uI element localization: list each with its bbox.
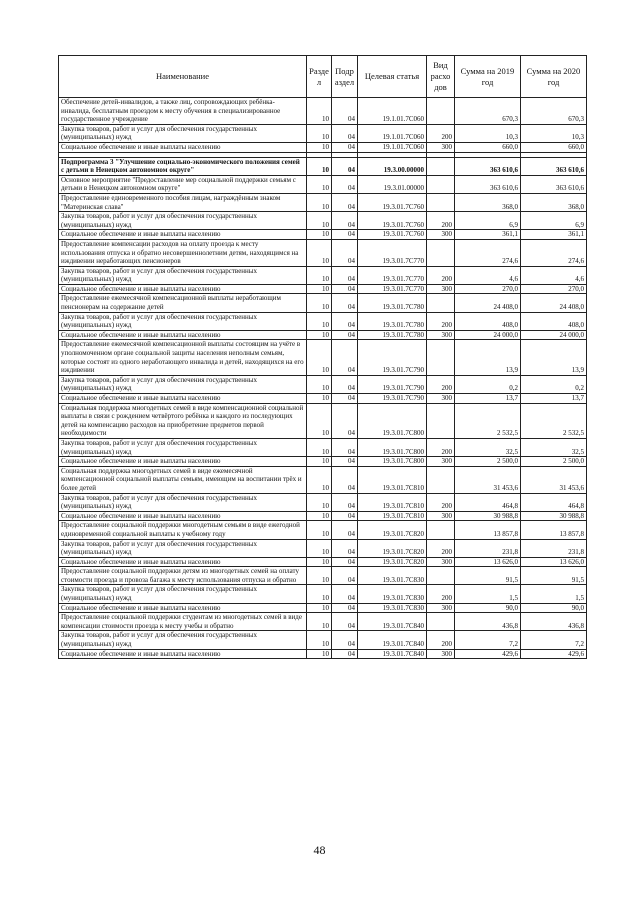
row-target-article: 19.3.01.7С810 xyxy=(358,493,427,511)
row-expense-type: 200 xyxy=(427,212,455,230)
table-row xyxy=(59,649,587,659)
row-subsection: 04 xyxy=(332,175,358,193)
table-row xyxy=(59,212,587,230)
row-sum-2019: 32,5 xyxy=(455,438,521,456)
row-target-article: 19.3.01.7С760 xyxy=(358,212,427,230)
row-section: 10 xyxy=(307,312,332,330)
table-row xyxy=(59,511,587,521)
row-name: Предоставление социальной поддержки многодетным семьям в виде ежегодной единовременной социальной выплаты к учебному году xyxy=(59,521,307,539)
row-target-article: 19.3.01.7С800 xyxy=(358,403,427,438)
row-target-article: 19.3.01.7С800 xyxy=(358,457,427,467)
row-target-article: 19.3.01.7С820 xyxy=(358,539,427,557)
row-sum-2019: 270,0 xyxy=(455,284,521,294)
row-section: 10 xyxy=(307,557,332,567)
header-target-article: Целевая статья xyxy=(358,56,427,98)
row-name: Предоставление ежемесячной компенсационной выплаты состоящим на учёте в уполномоченном органе социальной защиты населения неполным семьям, которые состоят из одного неработающего инвалида и детей, находящихся на его иждивении xyxy=(59,340,307,375)
row-target-article: 19.3.01.7С830 xyxy=(358,567,427,585)
row-subsection: 04 xyxy=(332,649,358,659)
row-name: Предоставление компенсации расходов на оплату проезда к месту использования отпуска и обратно несовершеннолетним детям, находящимся на иждивении неработающих пенсионеров xyxy=(59,239,307,266)
row-sum-2020: 1,5 xyxy=(521,585,587,603)
row-sum-2019: 10,3 xyxy=(455,124,521,142)
row-sum-2020: 408,0 xyxy=(521,312,587,330)
row-sum-2020: 4,6 xyxy=(521,266,587,284)
row-section: 10 xyxy=(307,493,332,511)
budget-table xyxy=(58,55,587,659)
row-sum-2019: 31 453,6 xyxy=(455,466,521,493)
table-row xyxy=(59,603,587,613)
row-sum-2019: 408,0 xyxy=(455,312,521,330)
row-target-article: 19.3.01.7С770 xyxy=(358,284,427,294)
row-sum-2019: 91,5 xyxy=(455,567,521,585)
row-section: 10 xyxy=(307,175,332,193)
row-section: 10 xyxy=(307,294,332,312)
row-subsection: 04 xyxy=(332,330,358,340)
row-name: Социальная поддержка многодетных семей в виде ежемесячной компенсационной социальной выплаты семьям, имеющим на воспитании трёх и более детей xyxy=(59,466,307,493)
row-subsection: 04 xyxy=(332,230,358,240)
row-subsection: 04 xyxy=(332,403,358,438)
row-name: Обеспечение детей-инвалидов, а также лиц, сопровождающих ребёнка-инвалида, бесплатным проездом к месту обучения в специализированное государственное учреждение xyxy=(59,98,307,125)
row-section: 10 xyxy=(307,521,332,539)
row-target-article: 19.3.01.7С840 xyxy=(358,613,427,631)
row-sum-2020: 6,9 xyxy=(521,212,587,230)
row-target-article: 19.3.01.7С810 xyxy=(358,511,427,521)
row-subsection: 04 xyxy=(332,631,358,649)
table-row xyxy=(59,157,587,175)
row-sum-2019: 660,0 xyxy=(455,142,521,152)
row-sum-2019: 429,6 xyxy=(455,649,521,659)
row-target-article: 19.1.01.7С060 xyxy=(358,124,427,142)
row-subsection: 04 xyxy=(332,613,358,631)
row-sum-2020: 24 408,0 xyxy=(521,294,587,312)
row-subsection: 04 xyxy=(332,239,358,266)
row-section: 10 xyxy=(307,466,332,493)
row-section: 10 xyxy=(307,603,332,613)
row-sum-2019: 231,8 xyxy=(455,539,521,557)
row-name: Социальное обеспечение и иные выплаты населению xyxy=(59,457,307,467)
row-sum-2020: 13 857,8 xyxy=(521,521,587,539)
row-sum-2019: 464,8 xyxy=(455,493,521,511)
row-subsection: 04 xyxy=(332,394,358,404)
row-sum-2020: 7,2 xyxy=(521,631,587,649)
row-sum-2020: 274,6 xyxy=(521,239,587,266)
row-name: Закупка товаров, работ и услуг для обеспечения государственных (муниципальных) нужд xyxy=(59,124,307,142)
row-sum-2020: 231,8 xyxy=(521,539,587,557)
row-section: 10 xyxy=(307,511,332,521)
row-target-article: 19.3.01.7С790 xyxy=(358,375,427,393)
row-sum-2019: 4,6 xyxy=(455,266,521,284)
header-sum-2019: Сумма на 2019 год xyxy=(455,56,521,98)
row-subsection: 04 xyxy=(332,521,358,539)
table-row xyxy=(59,466,587,493)
table-row xyxy=(59,585,587,603)
row-section: 10 xyxy=(307,239,332,266)
row-expense-type xyxy=(427,466,455,493)
table-row xyxy=(59,493,587,511)
row-subsection: 04 xyxy=(332,539,358,557)
row-name: Социальная поддержка многодетных семей в виде компенсационной социальной выплаты в связи с рождением четвёртого ребёнка и каждого из последующих детей на компенсацию расходов на приобретение предметов первой необходимости xyxy=(59,403,307,438)
row-sum-2020: 24 000,0 xyxy=(521,330,587,340)
table-row xyxy=(59,284,587,294)
row-section: 10 xyxy=(307,157,332,175)
row-target-article: 19.1.01.7С060 xyxy=(358,142,427,152)
row-name: Предоставление единовременного пособия лицам, награждённым знаком "Материнская слава" xyxy=(59,193,307,211)
row-expense-type: 200 xyxy=(427,266,455,284)
row-expense-type: 300 xyxy=(427,457,455,467)
header-subsection: Подр аздел xyxy=(332,56,358,98)
row-subsection: 04 xyxy=(332,511,358,521)
row-section: 10 xyxy=(307,230,332,240)
row-expense-type xyxy=(427,157,455,175)
row-name: Социальное обеспечение и иные выплаты населению xyxy=(59,142,307,152)
row-target-article: 19.3.01.00000 xyxy=(358,175,427,193)
row-target-article: 19.1.01.7С060 xyxy=(358,98,427,125)
row-section: 10 xyxy=(307,212,332,230)
row-expense-type: 300 xyxy=(427,394,455,404)
row-expense-type: 200 xyxy=(427,493,455,511)
header-sum-2020: Сумма на 2020 год xyxy=(521,56,587,98)
row-subsection: 04 xyxy=(332,603,358,613)
row-target-article: 19.3.01.7С830 xyxy=(358,585,427,603)
row-sum-2020: 2 500,0 xyxy=(521,457,587,467)
row-target-article: 19.3.01.7С800 xyxy=(358,438,427,456)
row-sum-2020: 2 532,5 xyxy=(521,403,587,438)
row-subsection: 04 xyxy=(332,438,358,456)
row-section: 10 xyxy=(307,613,332,631)
table-row xyxy=(59,403,587,438)
row-name: Закупка товаров, работ и услуг для обеспечения государственных (муниципальных) нужд xyxy=(59,375,307,393)
row-subsection: 04 xyxy=(332,457,358,467)
row-target-article: 19.3.01.7С770 xyxy=(358,239,427,266)
row-section: 10 xyxy=(307,403,332,438)
row-sum-2019: 90,0 xyxy=(455,603,521,613)
row-sum-2020: 270,0 xyxy=(521,284,587,294)
row-expense-type: 300 xyxy=(427,511,455,521)
table-row xyxy=(59,613,587,631)
row-section: 10 xyxy=(307,330,332,340)
row-subsection: 04 xyxy=(332,466,358,493)
row-sum-2020: 660,0 xyxy=(521,142,587,152)
row-target-article: 19.3.01.7С790 xyxy=(358,340,427,375)
row-name: Социальное обеспечение и иные выплаты населению xyxy=(59,603,307,613)
row-target-article: 19.3.01.7С840 xyxy=(358,649,427,659)
row-name: Закупка товаров, работ и услуг для обеспечения государственных (муниципальных) нужд xyxy=(59,266,307,284)
header-section: Разде л xyxy=(307,56,332,98)
row-sum-2019: 24 408,0 xyxy=(455,294,521,312)
row-target-article: 19.3.01.7С830 xyxy=(358,603,427,613)
table-row xyxy=(59,567,587,585)
row-name: Закупка товаров, работ и услуг для обеспечения государственных (муниципальных) нужд xyxy=(59,312,307,330)
row-subsection: 04 xyxy=(332,375,358,393)
row-expense-type xyxy=(427,403,455,438)
table-row xyxy=(59,312,587,330)
row-sum-2019: 13,7 xyxy=(455,394,521,404)
row-target-article: 19.3.01.7С770 xyxy=(358,266,427,284)
row-expense-type xyxy=(427,98,455,125)
row-sum-2019: 13 626,0 xyxy=(455,557,521,567)
row-section: 10 xyxy=(307,142,332,152)
row-sum-2019: 670,3 xyxy=(455,98,521,125)
row-sum-2020: 436,8 xyxy=(521,613,587,631)
row-subsection: 04 xyxy=(332,212,358,230)
row-sum-2019: 1,5 xyxy=(455,585,521,603)
table-header-row xyxy=(59,56,587,98)
row-expense-type xyxy=(427,521,455,539)
row-subsection: 04 xyxy=(332,493,358,511)
row-sum-2020: 13 626,0 xyxy=(521,557,587,567)
row-subsection: 04 xyxy=(332,157,358,175)
table-row xyxy=(59,239,587,266)
row-name: Социальное обеспечение и иные выплаты населению xyxy=(59,394,307,404)
row-sum-2019: 274,6 xyxy=(455,239,521,266)
table-row xyxy=(59,375,587,393)
row-target-article: 19.3.00.00000 xyxy=(358,157,427,175)
row-section: 10 xyxy=(307,631,332,649)
row-target-article: 19.3.01.7С820 xyxy=(358,557,427,567)
row-sum-2019: 0,2 xyxy=(455,375,521,393)
row-subsection: 04 xyxy=(332,193,358,211)
row-name: Предоставление социальной поддержки детям из многодетных семей на оплату стоимости проезда и провоза багажа к месту использования отпуска и обратно xyxy=(59,567,307,585)
row-expense-type xyxy=(427,294,455,312)
row-expense-type: 300 xyxy=(427,603,455,613)
row-name: Закупка товаров, работ и услуг для обеспечения государственных (муниципальных) нужд xyxy=(59,212,307,230)
table-row xyxy=(59,124,587,142)
page-number: 48 xyxy=(313,843,326,857)
row-expense-type xyxy=(427,175,455,193)
row-section: 10 xyxy=(307,649,332,659)
table-row xyxy=(59,294,587,312)
row-target-article: 19.3.01.7С790 xyxy=(358,394,427,404)
row-target-article: 19.3.01.7С780 xyxy=(358,330,427,340)
row-section: 10 xyxy=(307,98,332,125)
row-sum-2019: 30 988,8 xyxy=(455,511,521,521)
row-sum-2020: 368,0 xyxy=(521,193,587,211)
row-name: Подпрограмма 3 "Улучшение социально-экономического положения семей с детьми в Ненецком автономном округе" xyxy=(59,157,307,175)
row-subsection: 04 xyxy=(332,340,358,375)
row-sum-2020: 361,1 xyxy=(521,230,587,240)
table-row xyxy=(59,230,587,240)
row-expense-type: 200 xyxy=(427,539,455,557)
row-sum-2020: 13,9 xyxy=(521,340,587,375)
row-sum-2020: 13,7 xyxy=(521,394,587,404)
row-sum-2019: 6,9 xyxy=(455,212,521,230)
row-name: Предоставление ежемесячной компенсационной выплаты неработающим пенсионерам на содержание детей xyxy=(59,294,307,312)
row-name: Социальное обеспечение и иные выплаты населению xyxy=(59,649,307,659)
row-sum-2020: 32,5 xyxy=(521,438,587,456)
row-sum-2020: 31 453,6 xyxy=(521,466,587,493)
row-subsection: 04 xyxy=(332,98,358,125)
row-sum-2019: 2 532,5 xyxy=(455,403,521,438)
row-target-article: 19.3.01.7С780 xyxy=(358,294,427,312)
row-subsection: 04 xyxy=(332,266,358,284)
row-section: 10 xyxy=(307,284,332,294)
row-sum-2019: 13 857,8 xyxy=(455,521,521,539)
row-section: 10 xyxy=(307,457,332,467)
row-name: Социальное обеспечение и иные выплаты населению xyxy=(59,330,307,340)
row-target-article: 19.3.01.7С810 xyxy=(358,466,427,493)
row-subsection: 04 xyxy=(332,124,358,142)
row-name: Социальное обеспечение и иные выплаты населению xyxy=(59,557,307,567)
row-sum-2019: 13,9 xyxy=(455,340,521,375)
row-sum-2020: 90,0 xyxy=(521,603,587,613)
row-sum-2020: 670,3 xyxy=(521,98,587,125)
row-subsection: 04 xyxy=(332,585,358,603)
table-row xyxy=(59,266,587,284)
row-sum-2020: 91,5 xyxy=(521,567,587,585)
table-row xyxy=(59,330,587,340)
row-sum-2019: 368,0 xyxy=(455,193,521,211)
table-row xyxy=(59,394,587,404)
row-section: 10 xyxy=(307,567,332,585)
row-sum-2019: 363 610,6 xyxy=(455,157,521,175)
row-sum-2019: 361,1 xyxy=(455,230,521,240)
row-expense-type: 200 xyxy=(427,375,455,393)
row-expense-type: 300 xyxy=(427,330,455,340)
row-name: Социальное обеспечение и иные выплаты населению xyxy=(59,284,307,294)
row-name: Социальное обеспечение и иные выплаты населению xyxy=(59,511,307,521)
row-sum-2019: 2 500,0 xyxy=(455,457,521,467)
row-sum-2020: 0,2 xyxy=(521,375,587,393)
row-expense-type: 200 xyxy=(427,438,455,456)
row-section: 10 xyxy=(307,585,332,603)
table-row xyxy=(59,98,587,125)
row-expense-type: 300 xyxy=(427,649,455,659)
row-name: Основное мероприятие "Предоставление мер социальной поддержки семьям с детьми в Ненецком автономном округе" xyxy=(59,175,307,193)
row-expense-type: 200 xyxy=(427,631,455,649)
row-name: Предоставление социальной поддержки студентам из многодетных семей в виде компенсации стоимости проезда к месту учебы и обратно xyxy=(59,613,307,631)
row-subsection: 04 xyxy=(332,284,358,294)
row-expense-type: 200 xyxy=(427,585,455,603)
row-sum-2019: 7,2 xyxy=(455,631,521,649)
row-target-article: 19.3.01.7С820 xyxy=(358,521,427,539)
row-section: 10 xyxy=(307,394,332,404)
row-expense-type xyxy=(427,613,455,631)
row-sum-2020: 10,3 xyxy=(521,124,587,142)
row-section: 10 xyxy=(307,266,332,284)
row-expense-type: 300 xyxy=(427,284,455,294)
table-row xyxy=(59,438,587,456)
row-target-article: 19.3.01.7С780 xyxy=(358,312,427,330)
row-sum-2019: 436,8 xyxy=(455,613,521,631)
row-sum-2019: 24 000,0 xyxy=(455,330,521,340)
row-sum-2020: 464,8 xyxy=(521,493,587,511)
row-expense-type xyxy=(427,567,455,585)
row-name: Закупка товаров, работ и услуг для обеспечения государственных (муниципальных) нужд xyxy=(59,585,307,603)
row-sum-2020: 30 988,8 xyxy=(521,511,587,521)
row-section: 10 xyxy=(307,340,332,375)
row-expense-type xyxy=(427,193,455,211)
row-target-article: 19.3.01.7С760 xyxy=(358,193,427,211)
table-row xyxy=(59,521,587,539)
header-name: Наименование xyxy=(59,56,307,98)
row-subsection: 04 xyxy=(332,557,358,567)
row-section: 10 xyxy=(307,438,332,456)
row-section: 10 xyxy=(307,124,332,142)
row-expense-type: 200 xyxy=(427,312,455,330)
row-name: Социальное обеспечение и иные выплаты населению xyxy=(59,230,307,240)
table-row xyxy=(59,631,587,649)
row-name: Закупка товаров, работ и услуг для обеспечения государственных (муниципальных) нужд xyxy=(59,438,307,456)
row-target-article: 19.3.01.7С840 xyxy=(358,631,427,649)
row-name: Закупка товаров, работ и услуг для обеспечения государственных (муниципальных) нужд xyxy=(59,493,307,511)
table-row xyxy=(59,539,587,557)
row-subsection: 04 xyxy=(332,142,358,152)
row-sum-2020: 363 610,6 xyxy=(521,157,587,175)
table-row xyxy=(59,457,587,467)
header-expense-type: Вид расхо дов xyxy=(427,56,455,98)
row-expense-type: 300 xyxy=(427,142,455,152)
row-section: 10 xyxy=(307,375,332,393)
row-expense-type xyxy=(427,239,455,266)
row-subsection: 04 xyxy=(332,312,358,330)
table-row xyxy=(59,142,587,152)
table-row xyxy=(59,340,587,375)
row-expense-type: 300 xyxy=(427,557,455,567)
row-section: 10 xyxy=(307,539,332,557)
row-subsection: 04 xyxy=(332,567,358,585)
table-row xyxy=(59,175,587,193)
row-sum-2020: 429,6 xyxy=(521,649,587,659)
table-row xyxy=(59,193,587,211)
row-sum-2019: 363 610,6 xyxy=(455,175,521,193)
row-section: 10 xyxy=(307,193,332,211)
row-name: Закупка товаров, работ и услуг для обеспечения государственных (муниципальных) нужд xyxy=(59,631,307,649)
row-expense-type: 300 xyxy=(427,230,455,240)
table-row xyxy=(59,557,587,567)
row-name: Закупка товаров, работ и услуг для обеспечения государственных (муниципальных) нужд xyxy=(59,539,307,557)
row-expense-type xyxy=(427,340,455,375)
table-body xyxy=(59,98,587,659)
row-sum-2020: 363 610,6 xyxy=(521,175,587,193)
row-subsection: 04 xyxy=(332,294,358,312)
row-expense-type: 200 xyxy=(427,124,455,142)
row-target-article: 19.3.01.7С760 xyxy=(358,230,427,240)
